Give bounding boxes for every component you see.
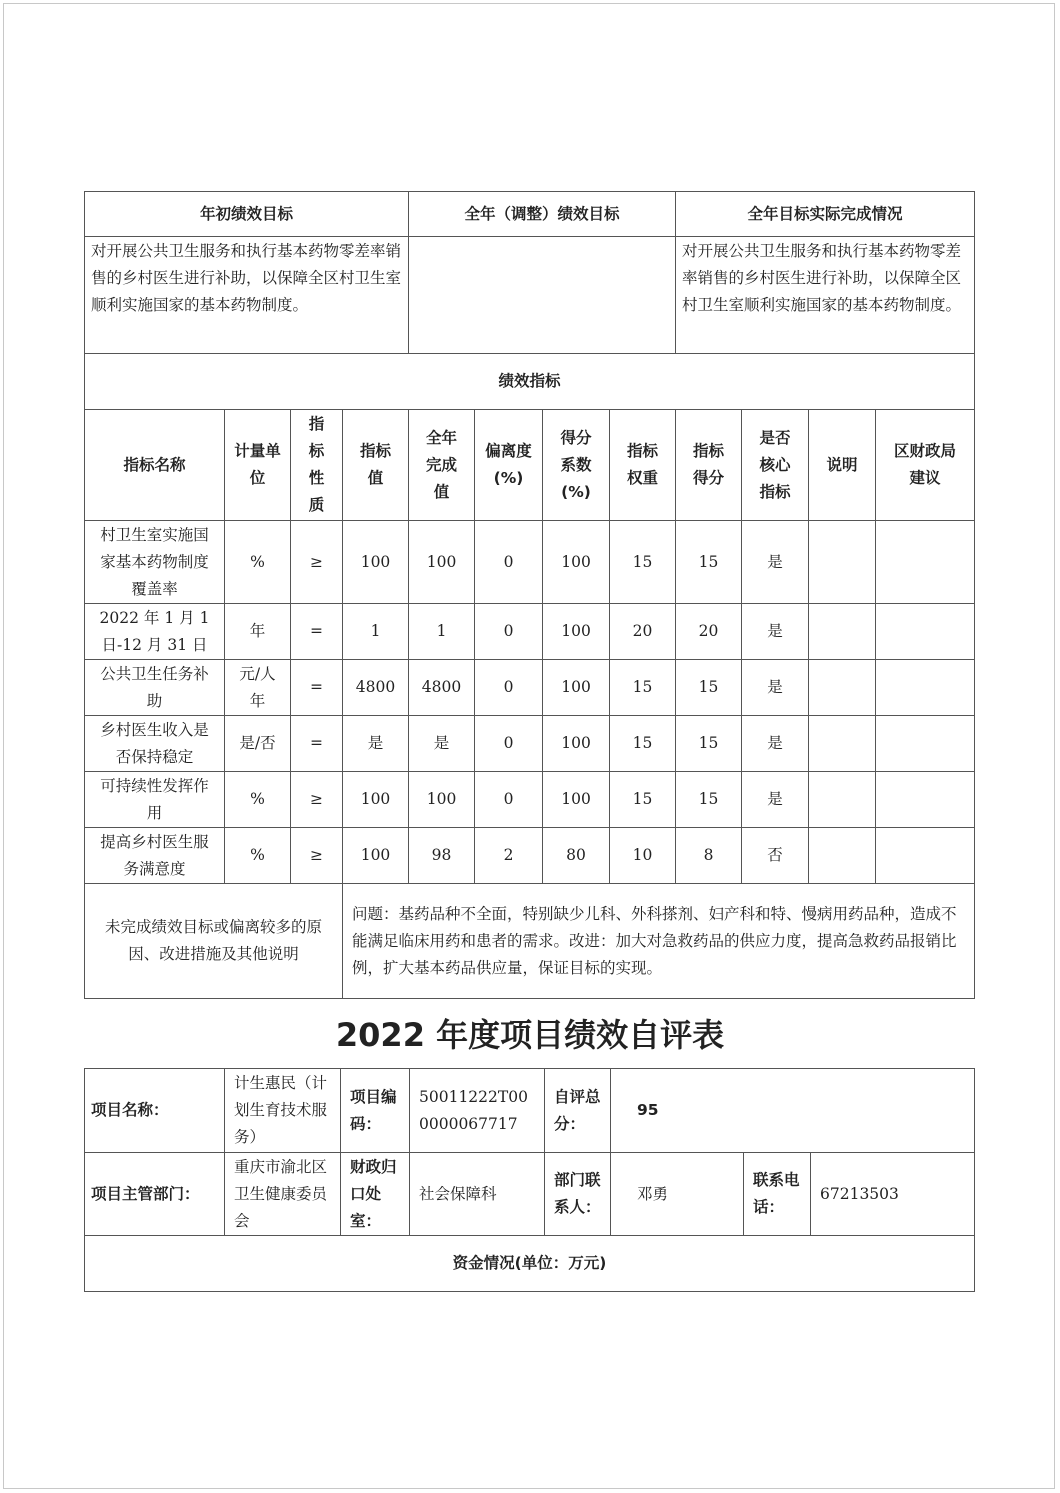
cell-unit: 是/否 — [225, 716, 291, 772]
cell-core: 是 — [742, 604, 809, 660]
cell-unit: % — [225, 772, 291, 828]
cell-score: 20 — [676, 604, 742, 660]
contact-label: 部门联系人： — [545, 1153, 611, 1236]
col-header-advice: 区财政局建议 — [876, 410, 975, 521]
cell-note — [809, 604, 876, 660]
col-header-note: 说明 — [809, 410, 876, 521]
cell-score: 15 — [676, 716, 742, 772]
cell-nature: ≥ — [291, 828, 343, 884]
cell-name: 公共卫生任务补助 — [85, 660, 225, 716]
cell-deviation: 0 — [475, 716, 543, 772]
cell-note — [809, 521, 876, 604]
cell-score: 15 — [676, 772, 742, 828]
col-header-actual: 全年完成值 — [409, 410, 475, 521]
project-code-value: 50011222T000000067717 — [410, 1069, 545, 1153]
cell-deviation: 0 — [475, 521, 543, 604]
col-header-core: 是否核心指标 — [742, 410, 809, 521]
cell-actual: 是 — [409, 716, 475, 772]
cell-actual: 100 — [409, 772, 475, 828]
table-row — [85, 604, 975, 660]
col-header-coefficient: 得分系数(%) — [543, 410, 610, 521]
cell-weight: 15 — [610, 521, 676, 604]
cell-core: 是 — [742, 660, 809, 716]
cell-target: 4800 — [343, 660, 409, 716]
cell-advice — [876, 716, 975, 772]
cell-advice — [876, 604, 975, 660]
dept-label: 项目主管部门： — [85, 1153, 225, 1236]
col-header-nature: 指标性质 — [291, 410, 343, 521]
cell-name: 村卫生室实施国家基本药物制度覆盖率 — [85, 521, 225, 604]
goal-header-initial: 年初绩效目标 — [85, 192, 409, 237]
cell-target: 100 — [343, 521, 409, 604]
project-code-label: 项目编码： — [341, 1069, 410, 1153]
cell-coefficient: 80 — [543, 828, 610, 884]
phone-value: 67213503 — [811, 1153, 975, 1236]
cell-coefficient: 100 — [543, 772, 610, 828]
indicator-rows — [85, 521, 975, 884]
project-name-value: 计生惠民（计划生育技术服务） — [225, 1069, 341, 1153]
cell-core: 否 — [742, 828, 809, 884]
cell-weight: 10 — [610, 828, 676, 884]
cell-note — [809, 828, 876, 884]
cell-weight: 15 — [610, 772, 676, 828]
cell-name: 可持续性发挥作用 — [85, 772, 225, 828]
cell-actual: 4800 — [409, 660, 475, 716]
col-header-unit: 计量单位 — [225, 410, 291, 521]
cell-name: 乡村医生收入是否保持稳定 — [85, 716, 225, 772]
cell-unit: 元/人年 — [225, 660, 291, 716]
cell-target: 是 — [343, 716, 409, 772]
table-row — [85, 660, 975, 716]
cell-nature: = — [291, 604, 343, 660]
cell-note — [809, 660, 876, 716]
cell-advice — [876, 521, 975, 604]
cell-core: 是 — [742, 772, 809, 828]
cell-coefficient: 100 — [543, 521, 610, 604]
cell-name: 提高乡村医生服务满意度 — [85, 828, 225, 884]
col-header-score: 指标得分 — [676, 410, 742, 521]
cell-deviation: 0 — [475, 660, 543, 716]
self-eval-title: 2022 年度项目绩效自评表 — [335, 1016, 725, 1054]
cell-advice — [876, 828, 975, 884]
funds-section-title: 资金情况(单位：万元) — [85, 1236, 975, 1292]
cell-score: 15 — [676, 660, 742, 716]
cell-actual: 98 — [409, 828, 475, 884]
remarks-label: 未完成绩效目标或偏离较多的原因、改进措施及其他说明 — [85, 884, 343, 999]
cell-actual: 1 — [409, 604, 475, 660]
phone-label: 联系电话： — [744, 1153, 811, 1236]
score-label: 自评总分： — [545, 1069, 611, 1153]
cell-deviation: 0 — [475, 604, 543, 660]
cell-target: 100 — [343, 828, 409, 884]
cell-actual: 100 — [409, 521, 475, 604]
dept-value: 重庆市渝北区卫生健康委员会 — [225, 1153, 341, 1236]
cell-note — [809, 716, 876, 772]
cell-note — [809, 772, 876, 828]
col-header-target: 指标值 — [343, 410, 409, 521]
cell-deviation: 2 — [475, 828, 543, 884]
table-row — [85, 828, 975, 884]
cell-coefficient: 100 — [543, 716, 610, 772]
cell-coefficient: 100 — [543, 604, 610, 660]
cell-unit: % — [225, 828, 291, 884]
cell-nature: ≥ — [291, 521, 343, 604]
remarks-text: 问题：基药品种不全面，特别缺少儿科、外科搽剂、妇产科和特、慢病用药品种，造成不能满足临床用药和患者的需求。改进：加大对急救药品的供应力度，提高急救药品报销比例，扩大基本药品供应量，保证目标的实现。 — [343, 884, 975, 999]
score-value: 95 — [611, 1069, 975, 1153]
cell-core: 是 — [742, 716, 809, 772]
table-row — [85, 716, 975, 772]
cell-deviation: 0 — [475, 772, 543, 828]
initial-goal-text: 对开展公共卫生服务和执行基本药物零差率销售的乡村医生进行补助，以保障全区村卫生室顺利实施国家的基本药物制度。 — [85, 237, 409, 354]
indicators-section-title: 绩效指标 — [85, 354, 975, 410]
table-row — [85, 521, 975, 604]
col-header-weight: 指标权重 — [610, 410, 676, 521]
cell-advice — [876, 660, 975, 716]
cell-unit: 年 — [225, 604, 291, 660]
cell-nature: ≥ — [291, 772, 343, 828]
adjusted-goal-text — [409, 237, 676, 354]
contact-value: 邓勇 — [611, 1153, 744, 1236]
self-eval-table — [84, 1068, 975, 1292]
cell-target: 1 — [343, 604, 409, 660]
cell-score: 8 — [676, 828, 742, 884]
table-row — [85, 772, 975, 828]
cell-coefficient: 100 — [543, 660, 610, 716]
col-header-deviation: 偏离度(%) — [475, 410, 543, 521]
cell-score: 15 — [676, 521, 742, 604]
finance-office-value: 社会保障科 — [410, 1153, 545, 1236]
cell-advice — [876, 772, 975, 828]
cell-weight: 15 — [610, 716, 676, 772]
col-header-name: 指标名称 — [85, 410, 225, 521]
cell-weight: 20 — [610, 604, 676, 660]
cell-nature: = — [291, 660, 343, 716]
cell-weight: 15 — [610, 660, 676, 716]
actual-result-text: 对开展公共卫生服务和执行基本药物零差率销售的乡村医生进行补助，以保障全区村卫生室顺利实施国家的基本药物制度。 — [676, 237, 975, 354]
goal-header-actual: 全年目标实际完成情况 — [676, 192, 975, 237]
cell-target: 100 — [343, 772, 409, 828]
finance-office-label: 财政归口处室： — [341, 1153, 410, 1236]
cell-name: 2022 年 1 月 1 日-12 月 31 日 — [85, 604, 225, 660]
performance-table — [84, 191, 975, 999]
cell-core: 是 — [742, 521, 809, 604]
cell-nature: = — [291, 716, 343, 772]
project-name-label: 项目名称： — [85, 1069, 225, 1153]
cell-unit: % — [225, 521, 291, 604]
goal-header-adjusted: 全年（调整）绩效目标 — [409, 192, 676, 237]
